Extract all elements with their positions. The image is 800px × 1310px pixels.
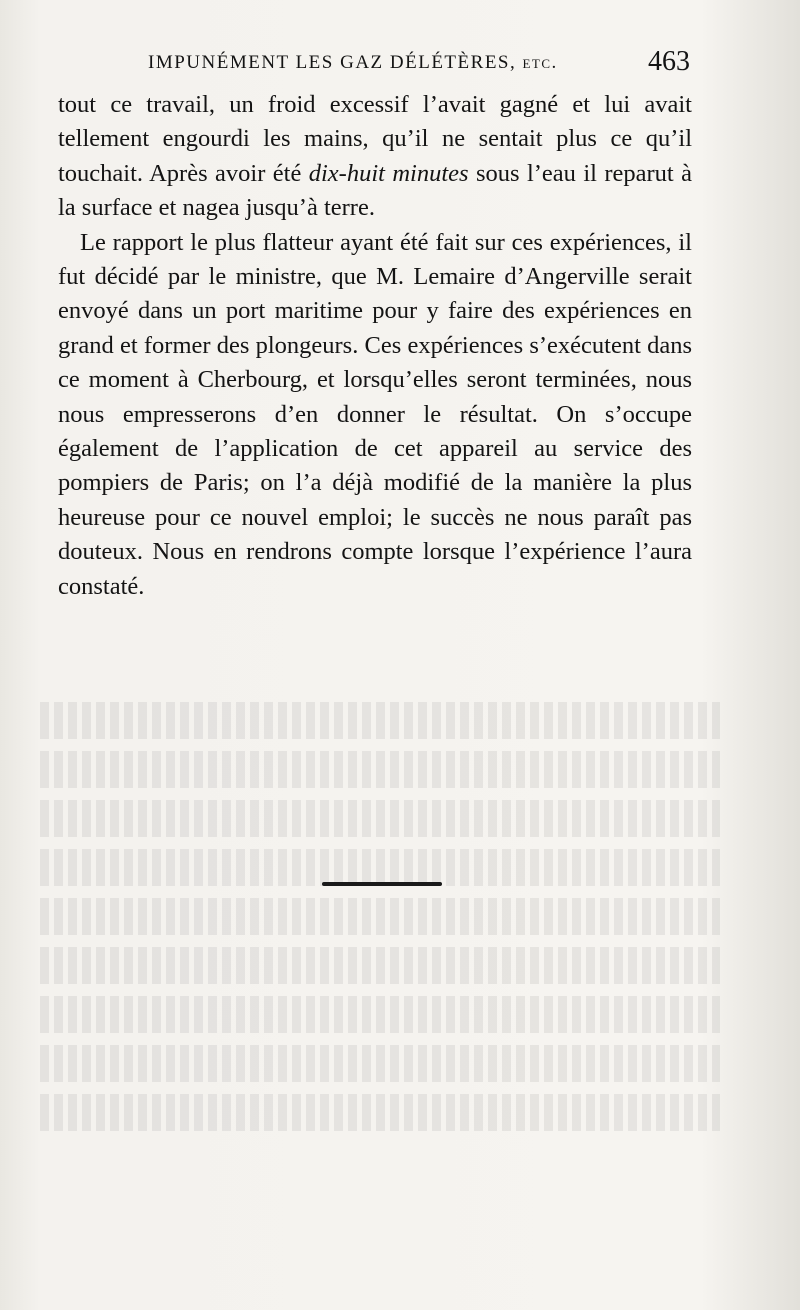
page-header: [120, 46, 690, 80]
section-end-rule: [322, 882, 442, 886]
body-text: [58, 88, 692, 604]
running-head: IMPUNÉMENT LES GAZ DÉLÉTÈRES, etc.: [148, 52, 558, 73]
paragraph-1-part-1: tout ce travail, un froid excessif l’avait gagné et lui avait tellement engourdi les mains, qu’il ne sentait plus ce qu’il touchait. Après avoir été: [58, 91, 692, 187]
paragraph-1-part-3: sous l’eau il reparut à la surface et nagea jusqu’à terre.: [58, 159, 692, 222]
emphasis-duration: dix-huit minutes: [308, 159, 469, 187]
page-number: 463: [648, 46, 690, 77]
paragraph-1: [58, 88, 692, 226]
bleed-through-texture: [40, 690, 720, 1250]
paragraph-2: Le rapport le plus flatteur ayant été fait sur ces expériences, il fut décidé par le ministre, que M. Lemaire d’Angerville serait envoyé dans un port maritime pour y faire des expériences en grand et former des plongeurs. Ces expériences s’exécutent dans ce moment à Cherbourg, et lorsqu’elles seront terminées, nous nous empresserons d’en donner le résultat. On s’occupe également de l’application de cet appareil au service des pompiers de Paris; on l’a déjà modifié de la manière la plus heureuse pour ce nouvel emploi; le succès ne nous paraît pas douteux. Nous en rendrons compte lorsque l’expérience l’aura constaté.: [58, 228, 692, 600]
